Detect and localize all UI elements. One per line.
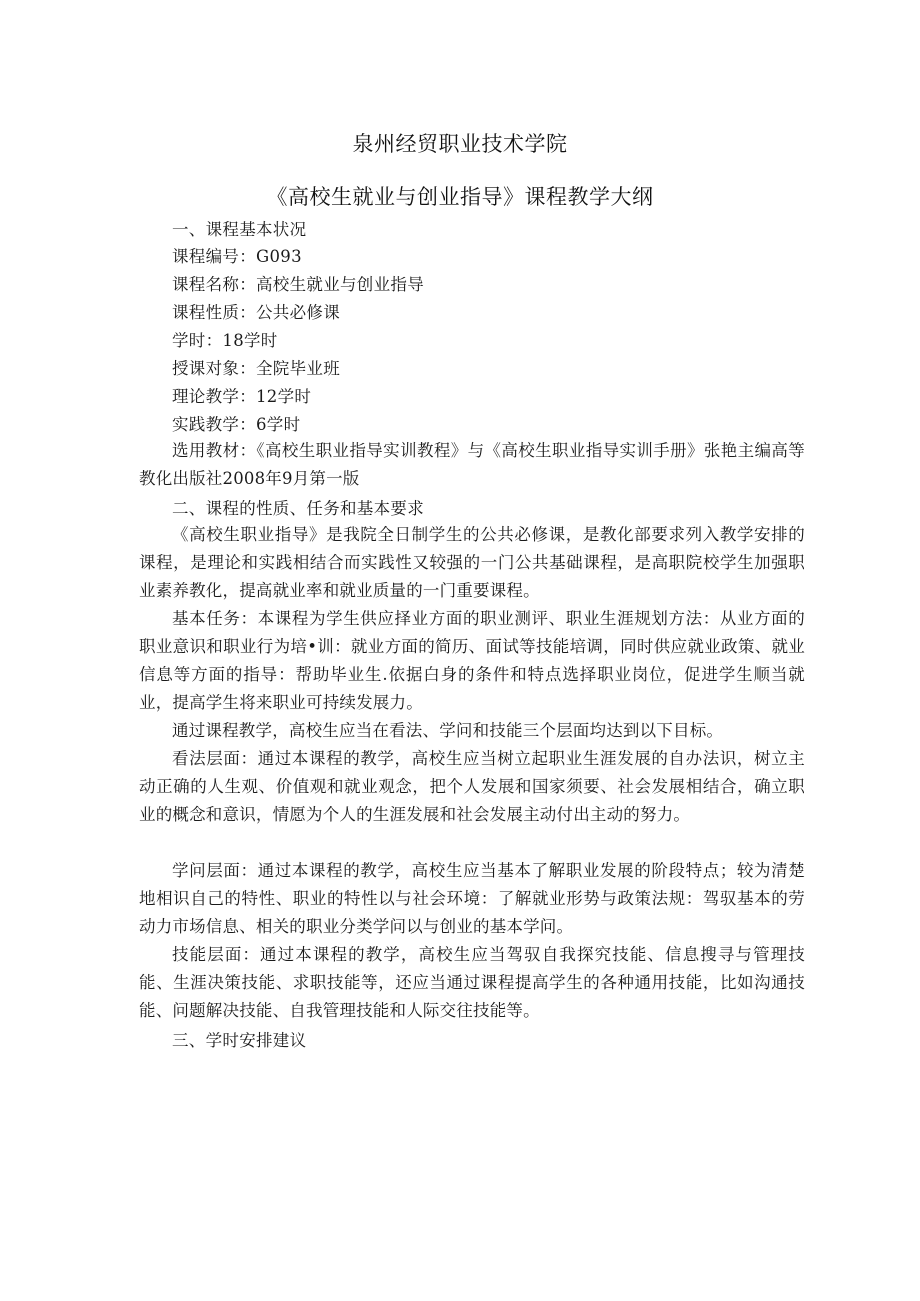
textbook-paragraph: 选用教材：《高校生职业指导实训教程》与《高校生职业指导实训手册》张艳主编高等教化出版社2008年9月第一版 (139, 441, 805, 488)
course-nature: 课程性质：公共必修课 (172, 303, 340, 322)
practice-hours: 实践教学：6学时 (172, 415, 301, 434)
section-1-heading: 一、课程基本状况 (172, 220, 307, 239)
goals-intro-paragraph: 通过课程教学，高校生应当在看法、学问和技能三个层面均达到以下目标。 (172, 721, 724, 740)
course-name: 课程名称：高校生就业与创业指导 (172, 275, 424, 294)
tasks-paragraph: 基本任务：本课程为学生供应择业方面的职业测评、职业生涯规划方法：从业方面的职业意识和职业行为培•训：就业方面的简历、面试等技能培调，同时供应就业政策、就业信息等方面的指导：帮助毕业生.依据白身的条件和特点选择职业岗位，促进学生顺当就业，提高学生将来职业可持续发展力。 (139, 609, 805, 712)
theory-hours: 理论教学：12学时 (172, 387, 312, 406)
section-3-heading: 三、学时安排建议 (172, 1031, 307, 1050)
nature-paragraph: 《高校生职业指导》是我院全日制学生的公共必修课，是教化部要求列入教学安排的课程，是理论和实践相结合而实践性又较强的一门公共基础课程，是高职院校学生加强职业素养教化，提高就业率和就业质量的一门重要课程。 (139, 525, 805, 600)
knowledge-paragraph: 学问层面：通过本课程的教学，高校生应当基本了解职业发展的阶段特点；较为清楚地相识自己的特性、职业的特性以与社会环境：了解就业形势与政策法规：驾驭基本的劳动力市场信息、相关的职业分类学问以与创业的基本学问。 (139, 861, 805, 936)
course-code: 课程编号：G093 (172, 247, 302, 266)
course-hours: 学时：18学时 (172, 331, 278, 350)
institution-title: 泉州经贸职业技术学院 (352, 132, 568, 156)
section-2-heading: 二、课程的性质、任务和基本要求 (172, 499, 424, 518)
skills-paragraph: 技能层面：通过本课程的教学，高校生应当驾驭自我探究技能、信息搜寻与管理技能、生涯决策技能、求职技能等，还应当通过课程提高学生的各种通用技能，比如沟通技能、问题解决技能、自我管理技能和人际交往技能等。 (139, 945, 805, 1020)
document-title: 《高校生就业与创业指导》课程教学大纲 (266, 185, 654, 209)
course-audience: 授课对象：全院毕业班 (172, 359, 340, 378)
attitude-paragraph: 看法层面：通过本课程的教学，高校生应当树立起职业生涯发展的自办法识，树立主动正确的人生观、价值观和就业观念，把个人发展和国家须要、社会发展相结合，确立职业的概念和意识，情愿为个人的生涯发展和社会发展主动付出主动的努力。 (139, 749, 805, 824)
